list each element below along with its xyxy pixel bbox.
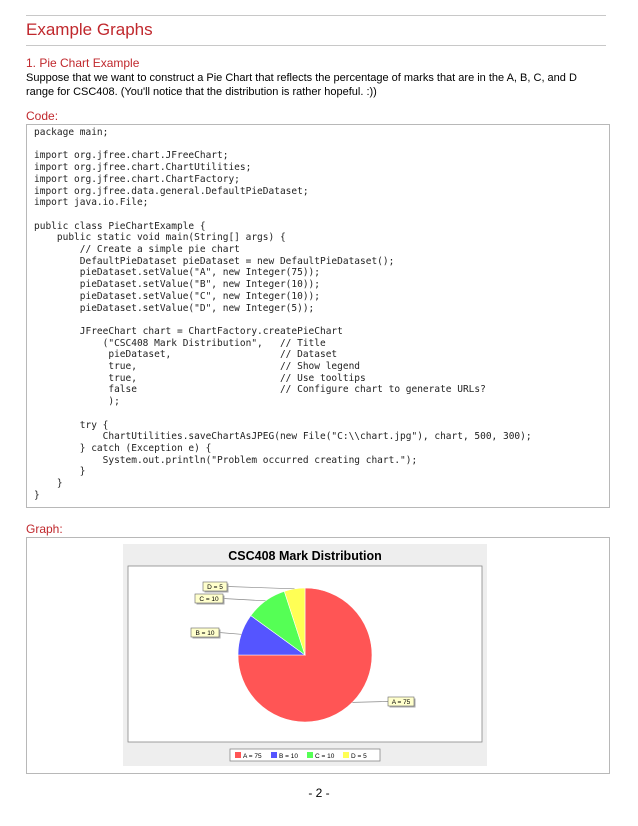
slice-label-a: A = 75 — [391, 699, 411, 706]
page-title: Example Graphs — [26, 20, 153, 39]
legend-label-c: C = 10 — [315, 753, 335, 760]
legend-label-a: A = 75 — [243, 753, 262, 760]
slice-label-b: B = 10 — [195, 630, 215, 637]
legend-label-d: D = 5 — [351, 753, 367, 760]
code-block — [26, 124, 610, 508]
chart-title: CSC408 Mark Distribution — [228, 549, 382, 563]
code-text: package main; import org.jfree.chart.JFreeChart; import org.jfree.chart.ChartUtilities; import org.jfree.chart.ChartFactory; import org.jfree.data.general.DefaultPieDataset; import java.io.File; public class PieChartExample { public static void main(String[] args) { // Create a simple pie chart DefaultPieDataset pieDataset = new DefaultPieDataset(); pieDataset.setValue("A", new Integer(75)); pieDataset.setValue("B", new Integer(10)); pieDataset.setValue("C", new Integer(10)); pieDataset.setValue("D", new Integer(5)); JFreeChart chart = ChartFactory.createPieChart ("CSC408 Mark Distribution", // Title pieDataset, // Dataset true, // Show legend true, // Use tooltips false // Configure chart to generate URLs? ); try { ChartUtilities.saveChartAsJPEG(new File("C:\\chart.jpg"), chart, 500, 300); } catch (Exception e) { System.out.println("Problem occurred creating chart."); } } } — [34, 127, 532, 501]
legend-label-b: B = 10 — [279, 753, 298, 760]
graph-label: Graph: — [26, 522, 63, 536]
page-number: - 2 - — [308, 786, 330, 800]
slice-label-c: C = 10 — [199, 596, 219, 603]
section-title: 1. Pie Chart Example — [26, 56, 140, 70]
legend-swatch-b — [271, 752, 277, 758]
intro-paragraph: Suppose that we want to construct a Pie Chart that reflects the percentage of marks that are in the A, B, C, and D range for CSC408. (You'll notice that the distribution is rather hopeful. :)) — [26, 72, 577, 98]
legend-swatch-c — [307, 752, 313, 758]
legend-swatch-d — [343, 752, 349, 758]
code-label: Code: — [26, 109, 59, 123]
top-rule — [26, 15, 606, 16]
pie-chart — [123, 544, 487, 766]
legend-swatch-a — [235, 752, 241, 758]
slice-label-d: D = 5 — [207, 584, 223, 591]
title-rule — [26, 45, 606, 46]
